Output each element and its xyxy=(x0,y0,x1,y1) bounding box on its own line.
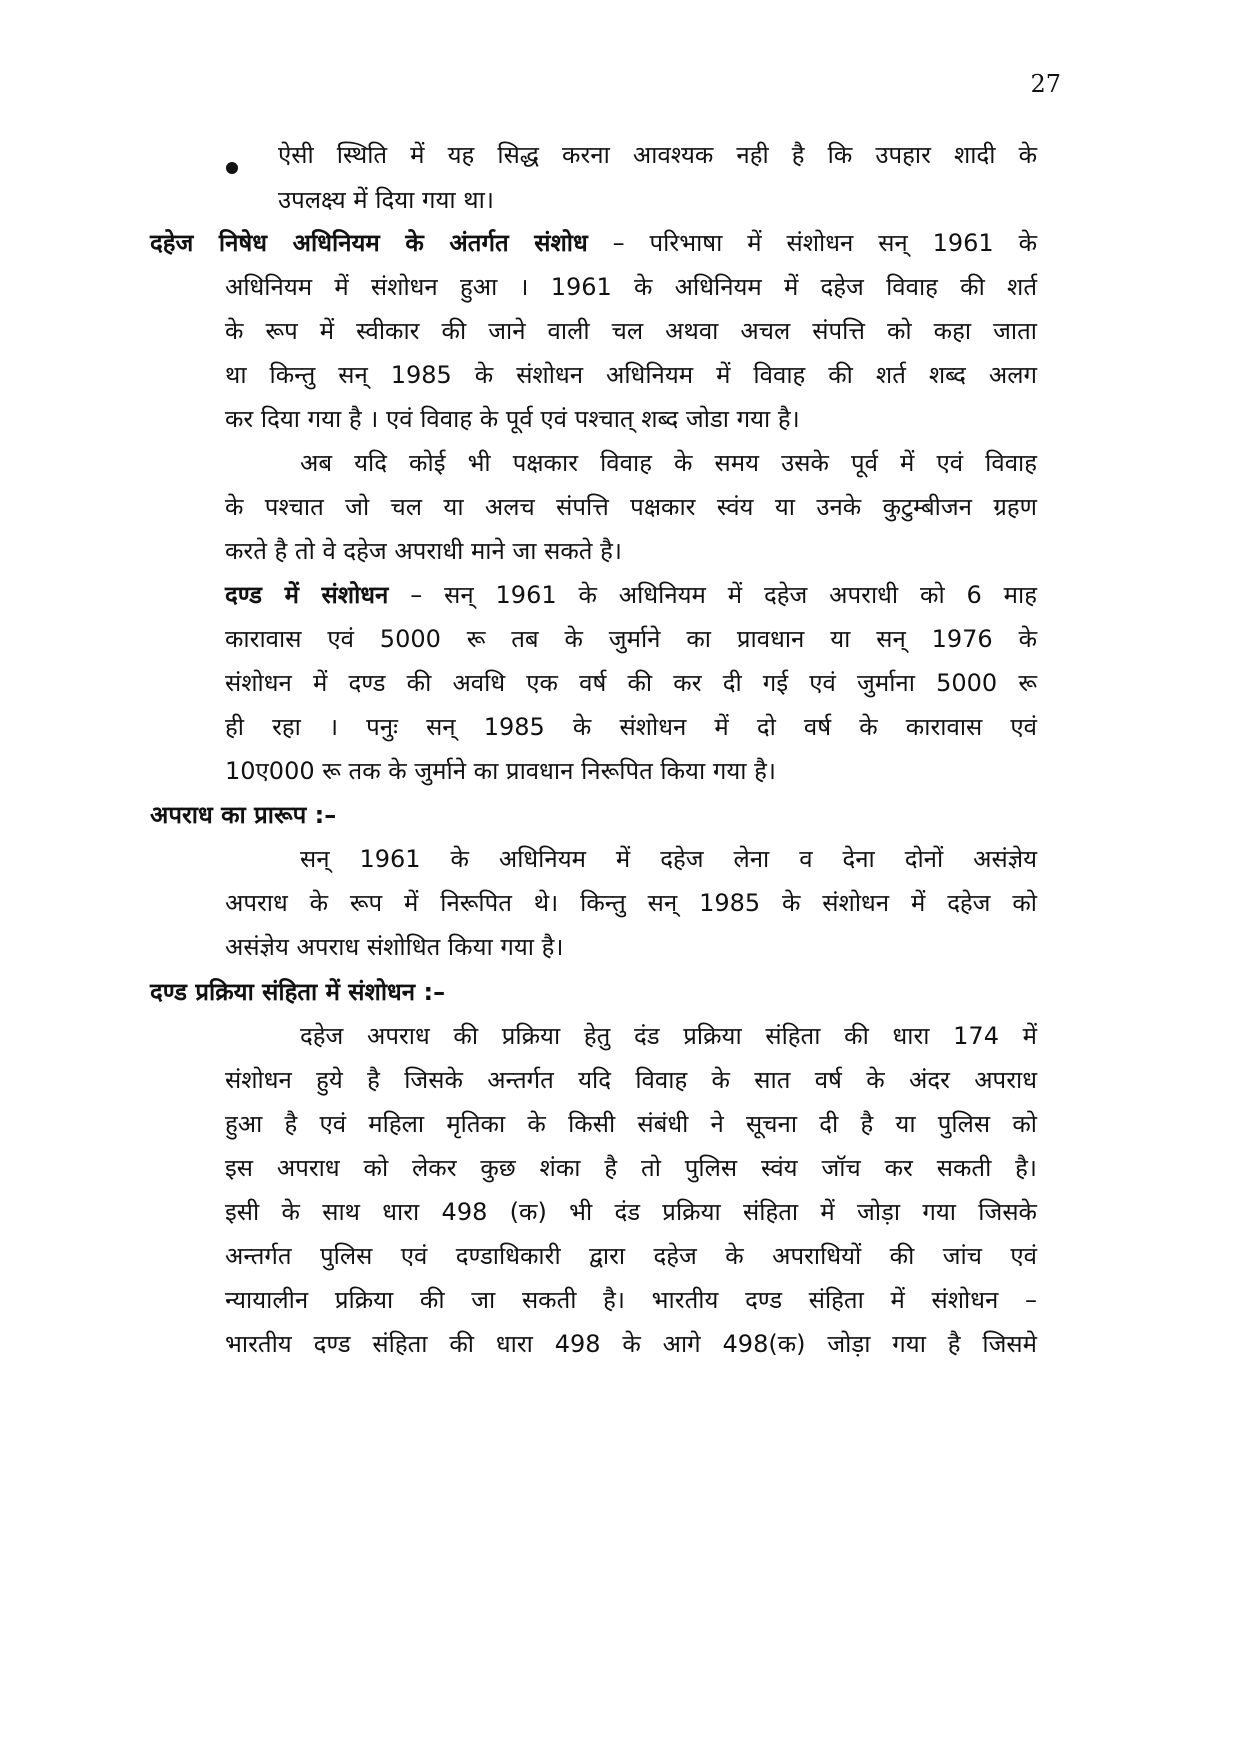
section-1-para-2-line: के पश्चात जो चल या अलच संपत्ति पक्षकार स्वंय या उनके कुटुम्बीजन ग्रहण xyxy=(225,493,1037,521)
section-1-para-2-line: करते है तो वे दहेज अपराधी माने जा सकते है। xyxy=(225,537,622,565)
section-4-line: दहेज अपराध की प्रक्रिया हेतु दंड प्रक्रिया संहिता की धारा 174 में xyxy=(300,1022,1037,1050)
section-4-line: भारतीय दण्ड संहिता की धारा 498 के आगे 498(क) जोड़ा गया है जिसमे xyxy=(225,1330,1037,1358)
section-1-heading: दहेज निषेध अधिनियम के अंतर्गत संशोध xyxy=(150,229,588,257)
section-4-heading: दण्ड प्रक्रिया संहिता में संशोधन :– xyxy=(150,978,446,1006)
section-1-line-1-rest: – परिभाषा में संशोधन सन् 1961 के xyxy=(612,229,1037,257)
section-3-line: असंज्ञेय अपराध संशोधित किया गया है। xyxy=(225,933,564,961)
section-2-line: ही रहा । पनुः सन् 1985 के संशोधन में दो वर्ष के कारावास एवं xyxy=(225,713,1037,741)
section-2-heading: दण्ड में संशोधन xyxy=(225,581,389,609)
section-4-line: अन्तर्गत पुलिस एवं दण्डाधिकारी द्वारा दहेज के अपराधियों की जांच एवं xyxy=(225,1242,1037,1270)
section-1-line: कर दिया गया है । एवं विवाह के पूर्व एवं पश्चात् शब्द जोडा गया है। xyxy=(225,405,800,433)
bullet-text-line-2: उपलक्ष्य में दिया गया था। xyxy=(278,186,494,214)
section-2-line: कारावास एवं 5000 रू तब के जुर्माने का प्रावधान या सन् 1976 के xyxy=(225,625,1037,653)
section-1-line: अधिनियम में संशोधन हुआ । 1961 के अधिनियम में दहेज विवाह की शर्त xyxy=(225,273,1038,301)
section-1-line: था किन्तु सन् 1985 के संशोधन अधिनियम में विवाह की शर्त शब्द अलग xyxy=(225,361,1037,389)
section-4-line: इस अपराध को लेकर कुछ शंका है तो पुलिस स्वंय जॉच कर सकती है। xyxy=(225,1154,1037,1182)
section-1-para-2-line: अब यदि कोई भी पक्षकार विवाह के समय उसके पूर्व में एवं विवाह xyxy=(300,449,1037,477)
section-1-first-line xyxy=(150,228,1037,258)
page-number: 27 xyxy=(1030,70,1061,98)
section-4-line: हुआ है एवं महिला मृतिका के किसी संबंधी ने सूचना दी है या पुलिस को xyxy=(225,1110,1037,1138)
section-3-heading: अपराध का प्रारूप :– xyxy=(150,801,337,829)
bullet-icon xyxy=(226,162,238,174)
section-2-line-1-rest: – सन् 1961 के अधिनियम में दहेज अपराधी को 6 माह xyxy=(410,581,1037,609)
section-4-line: न्यायालीन प्रक्रिया की जा सकती है। भारतीय दण्ड संहिता में संशोधन – xyxy=(225,1286,1037,1314)
section-1-line: के रूप में स्वीकार की जाने वाली चल अथवा अचल संपत्ति को कहा जाता xyxy=(225,317,1037,345)
section-4-line: संशोधन हुये है जिसके अन्तर्गत यदि विवाह के सात वर्ष के अंदर अपराध xyxy=(225,1066,1037,1094)
section-4-line: इसी के साथ धारा 498 (क) भी दंड प्रक्रिया संहिता में जोड़ा गया जिसके xyxy=(225,1198,1037,1226)
bullet-text-line-1: ऐसी स्थिति में यह सिद्ध करना आवश्यक नही है कि उपहार शादी के xyxy=(278,141,1037,169)
section-3-line: सन् 1961 के अधिनियम में दहेज लेना व देना दोनों असंज्ञेय xyxy=(300,845,1037,873)
section-2-first-line xyxy=(225,580,1037,610)
section-2-line: संशोधन में दण्ड की अवधि एक वर्ष की कर दी गई एवं जुर्माना 5000 रू xyxy=(225,669,1037,697)
section-3-line: अपराध के रूप में निरूपित थे। किन्तु सन् 1985 के संशोधन में दहेज को xyxy=(225,889,1037,917)
section-2-line: 10ए000 रू तक के जुर्माने का प्रावधान निरूपित किया गया है। xyxy=(225,757,776,785)
